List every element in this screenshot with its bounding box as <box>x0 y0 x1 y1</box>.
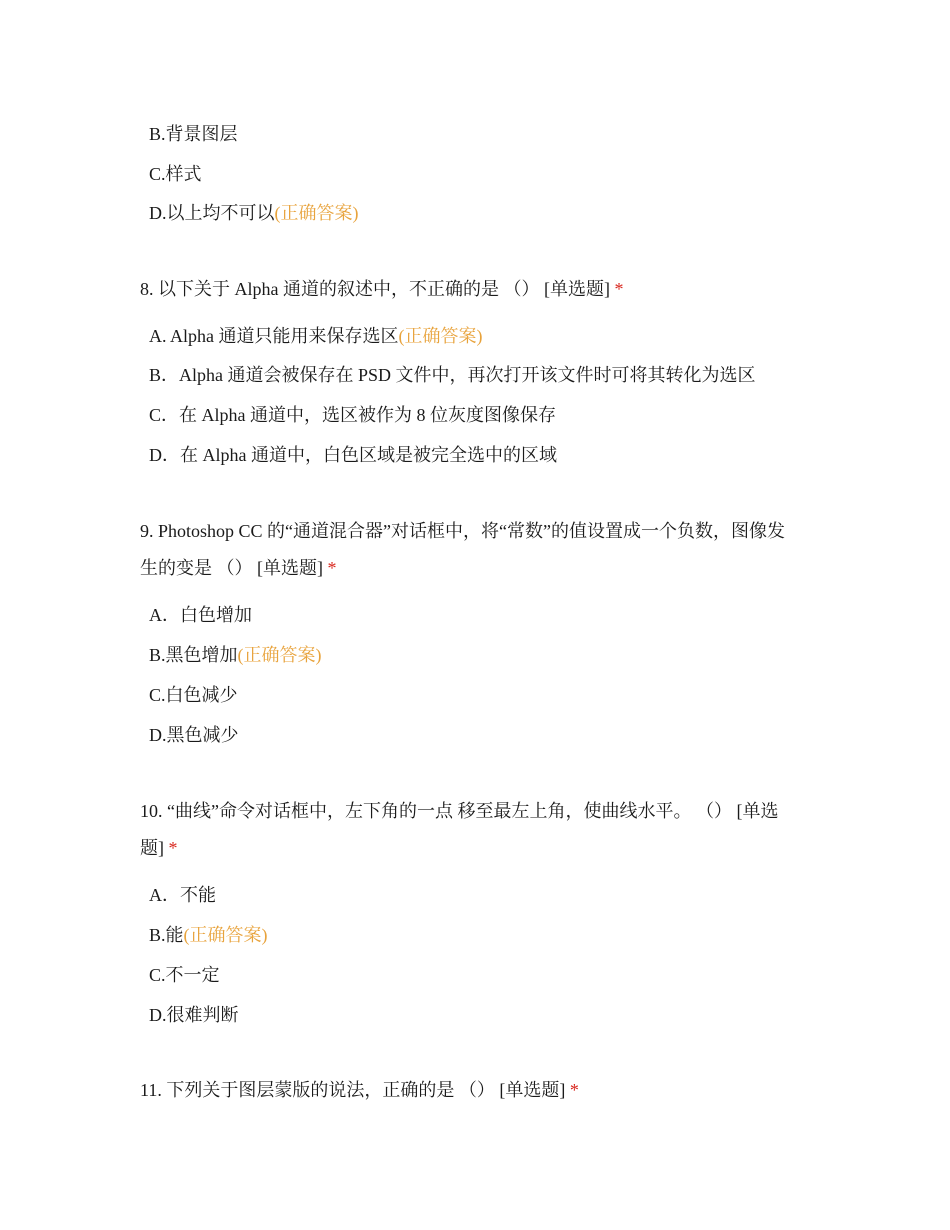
option-c: C．在 Alpha 通道中，选区被作为 8 位灰度图像保存 <box>149 405 556 425</box>
option-d: D．在 Alpha 通道中，白色区域是被完全选中的区域 <box>149 445 557 465</box>
option-a: A. Alpha 通道只能用来保存选区(正确答案) <box>149 326 483 346</box>
option-d: D.黑色减少 <box>149 725 239 745</box>
option-c: C.不一定 <box>149 965 220 985</box>
question-11: 11. 下列关于图层蒙版的说法，正确的是 （） [单选题] * <box>140 1080 579 1100</box>
required-star: * <box>614 279 624 299</box>
option-c: C.白色减少 <box>149 685 238 705</box>
required-star: * <box>327 558 337 578</box>
question-9: 9. Photoshop CC 的“通道混合器”对话框中，将“常数”的值设置成一个负数，图像发 生的变是 （） [单选题] * <box>140 521 785 578</box>
option-a: A．不能 <box>149 885 216 905</box>
option-d: D.很难判断 <box>149 1005 239 1025</box>
option-b: B.背景图层 <box>149 124 238 144</box>
option-b: B．Alpha 通道会被保存在 PSD 文件中，再次打开该文件时可将其转化为选区 <box>149 365 756 385</box>
correct-answer-marker: (正确答案) <box>398 326 483 346</box>
correct-answer-marker: (正确答案) <box>274 203 359 223</box>
correct-answer-marker: (正确答案) <box>237 645 322 665</box>
correct-answer-marker: (正确答案) <box>183 925 268 945</box>
required-star: * <box>569 1080 579 1100</box>
question-8: 8. 以下关于 Alpha 通道的叙述中，不正确的是 （） [单选题] * <box>140 279 624 299</box>
option-d: D.以上均不可以(正确答案) <box>149 203 359 223</box>
option-c: C.样式 <box>149 164 202 184</box>
option-b: B.黑色增加(正确答案) <box>149 645 322 665</box>
option-b: B.能(正确答案) <box>149 925 268 945</box>
required-star: * <box>168 838 178 858</box>
option-a: A．白色增加 <box>149 605 252 625</box>
question-10: 10. “曲线”命令对话框中，左下角的一点 移至最左上角，使曲线水平。 （） [单选 题] * <box>140 801 779 858</box>
